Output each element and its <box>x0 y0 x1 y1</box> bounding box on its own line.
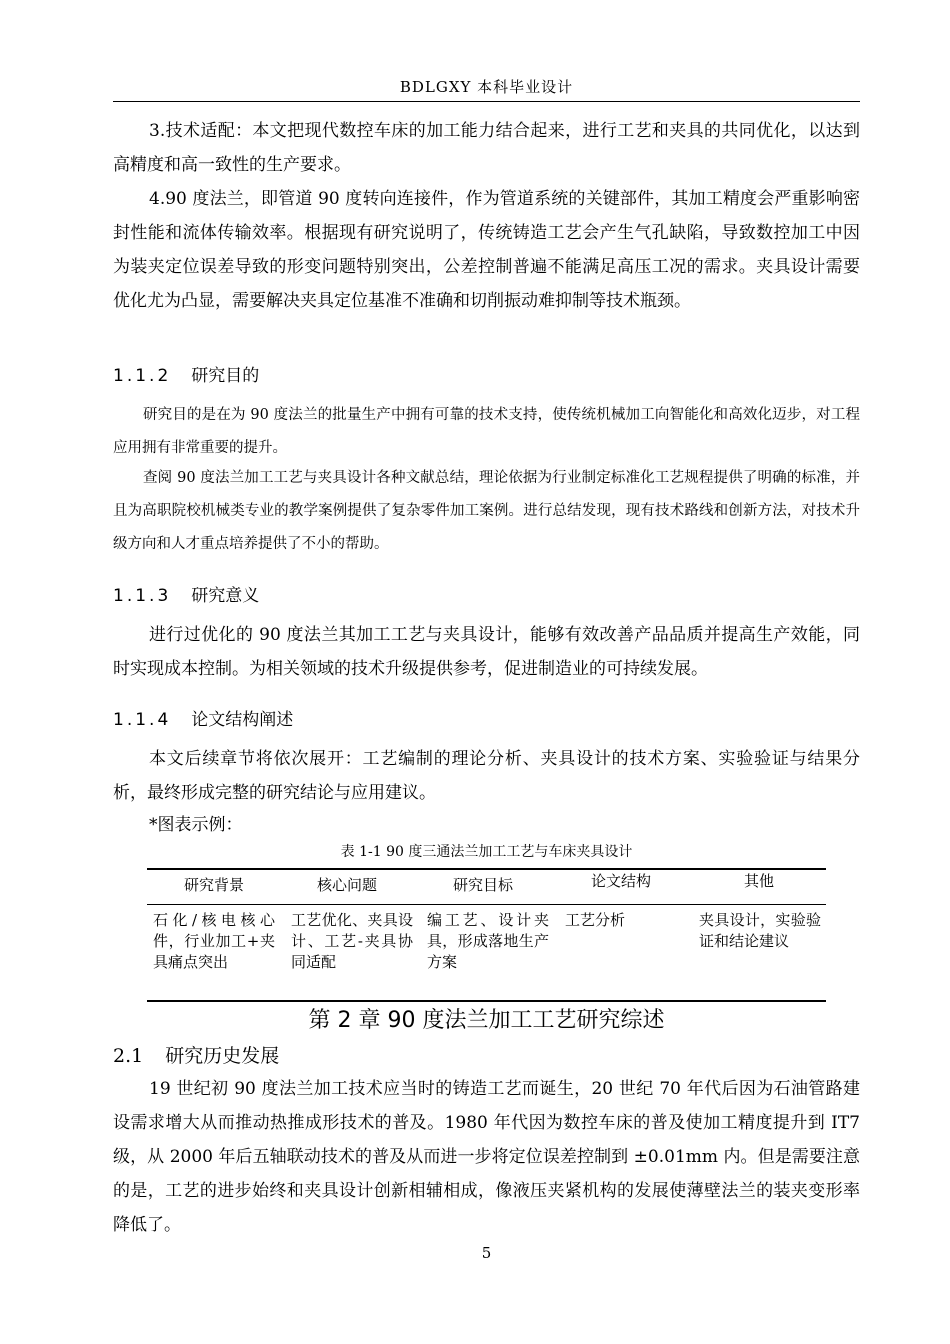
research-significance-paragraph: 进行过优化的 90 度法兰其加工工艺与夹具设计，能够有效改善产品品质并提高生产效能，同时实现成本控制。为相关领域的技术升级提供参考，促进制造业的可持续发展。 <box>113 625 860 679</box>
section-heading-2-1 <box>113 1041 279 1068</box>
section-number: 1.1.2 <box>113 366 172 386</box>
section-heading-1-1-2 <box>113 361 259 386</box>
page-header: BDLGXY 本科毕业设计 <box>399 78 574 96</box>
section-number: 1.1.3 <box>113 586 172 606</box>
page-number: 5 <box>481 1244 492 1262</box>
intro-paragraph-4: 4.90 度法兰，即管道 90 度转向连接件，作为管道系统的关键部件，其加工精度会严重影响密封性能和流体传输效率。根据现有研究说明了，传统铸造工艺会产生气孔缺陷，导致数控加工中因为装夹定位误差导致的形变问题特别突出，公差控制普遍不能满足高压工况的需求。夹具设计需要优化尤为凸显，需要解决夹具定位基准不准确和切削振动难抑制等技术瓶颈。 <box>113 189 860 311</box>
research-purpose-paragraph-2: 查阅 90 度法兰加工工艺与夹具设计各种文献总结，理论依据为行业制定标准化工艺规程提供了明确的标准，并且为高职院校机械类专业的教学案例提供了复杂零件加工案例。进行总结发现，现有技术路线和创新方法，对技术升级方向和人才重点培养提供了不小的帮助。 <box>113 470 860 552</box>
section-heading-1-1-3 <box>113 581 259 606</box>
table-header-cell: 核心问题 <box>316 876 377 894</box>
history-paragraph: 19 世纪初 90 度法兰加工技术应当时的铸造工艺而诞生，20 世纪 70 年代后因为石油管路建设需求增大从而推动热推成形技术的普及。1980 年代因为数控车床的普及使加工精度提升到 IT7 级，从 2000 年后五轴联动技术的普及从而进一步将定位误差控制到 ±0.01mm 内。但是需要注意的是，工艺的进步始终和夹具设计创新相辅相成，像液压夹紧机构的发展使薄壁法兰的装夹变形率降低了。 <box>113 1079 860 1235</box>
research-purpose-paragraph-1: 研究目的是在为 90 度法兰的批量生产中拥有可靠的技术支持，使传统机械加工向智能化和高效化迈步，对工程应用拥有非常重要的提升。 <box>113 407 860 456</box>
table-cell: 夹具设计，实验验证和结论建议 <box>699 911 821 950</box>
section-number: 2.1 <box>113 1045 144 1067</box>
table-cell: 工艺优化、夹具设计、工艺-夹具协同适配 <box>291 911 413 971</box>
section-heading-1-1-4 <box>113 705 293 730</box>
table-cell: 石化/核电核心件，行业加工+夹具痛点突出 <box>153 911 275 971</box>
table-bottom-rule <box>147 1000 826 1002</box>
section-title: 研究意义 <box>191 586 260 606</box>
header-rule <box>113 101 860 102</box>
table-header-rule <box>147 904 826 905</box>
figure-example-label: *图表示例： <box>149 815 243 835</box>
section-title: 研究目的 <box>191 366 260 386</box>
table-header-cell: 研究目标 <box>452 876 513 894</box>
table-header-cell: 论文结构 <box>590 872 651 890</box>
chapter-title: 第 2 章 90 度法兰加工工艺研究综述 <box>308 1008 665 1033</box>
table-header-cell: 研究背景 <box>183 876 244 894</box>
section-title: 论文结构阐述 <box>191 710 294 730</box>
intro-paragraph-3: 3.技术适配：本文把现代数控车床的加工能力结合起来，进行工艺和夹具的共同优化，以达到高精度和高一致性的生产要求。 <box>113 121 860 175</box>
section-number: 1.1.4 <box>113 710 172 730</box>
table-cell: 工艺分析 <box>565 911 626 929</box>
table-cell: 编工艺、设计夹具，形成落地生产方案 <box>427 911 549 971</box>
table-caption: 表 1-1 90 度三通法兰加工工艺与车床夹具设计 <box>340 844 633 860</box>
table-header-cell: 其他 <box>743 872 774 890</box>
thesis-structure-paragraph: 本文后续章节将依次展开：工艺编制的理论分析、夹具设计的技术方案、实验验证与结果分析，最终形成完整的研究结论与应用建议。 <box>113 749 860 803</box>
section-title: 研究历史发展 <box>165 1045 280 1067</box>
